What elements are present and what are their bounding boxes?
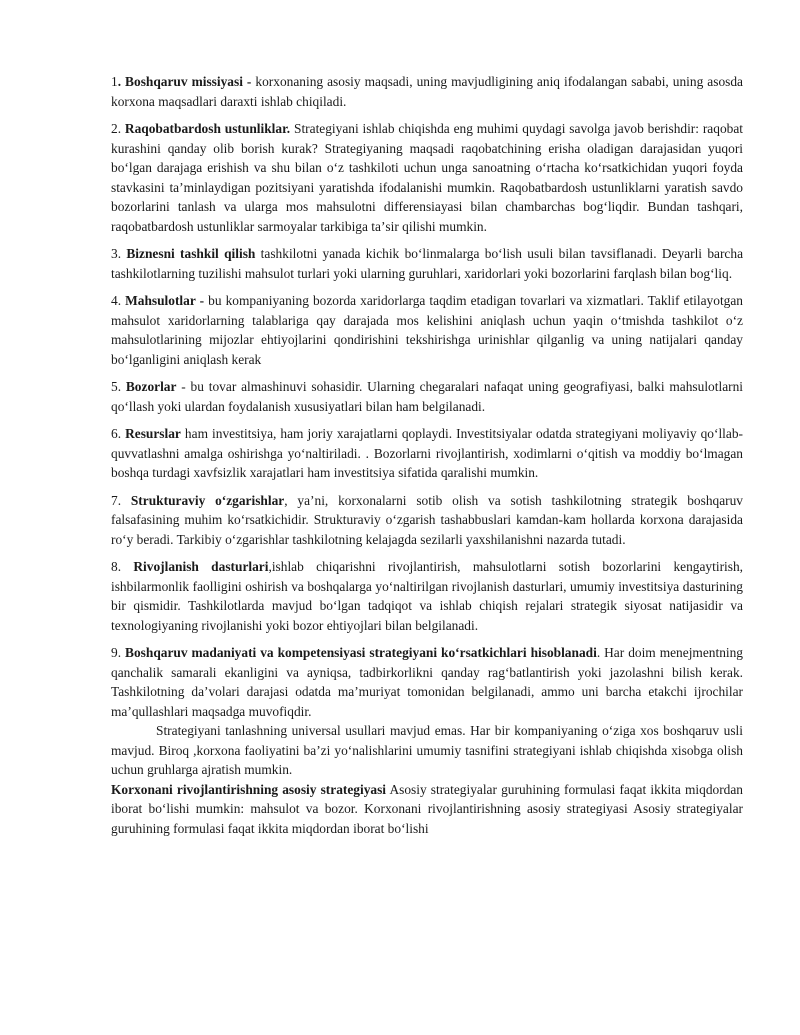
paragraph-text: , yaʼni, korxonalarni sotib olish va sotish tashkilotning strategik boshqaruv falsafasining muhim koʻrsatkichidir. Strukturaviy oʻzgarish tashabbuslari kamdan-kam hollarda korxona darajasida roʻy beradi. Tarkibiy oʻzgarishlar tashkilotning kelajagda sezilarli yaxshilanishni nazarda tutadi. (111, 492, 743, 547)
paragraph-number: 9. (111, 645, 126, 660)
indented-paragraph: Strategiyani tanlashning universal usullari mavjud emas. Har bir kompaniyaning oʻziga xos boshqaruv usli mavjud. Biroq ,korxona faoliyatini baʼzi yoʻnalishlarini umumiy tasnifini strategiyani ishlab chiqishda xisobga olish uchun gruhlarga ajratish mumkin. (111, 723, 743, 777)
paragraph-4 (111, 291, 743, 369)
paragraph-number: 4. (111, 293, 126, 308)
paragraph-7 (111, 491, 743, 550)
paragraph-text: - bu tovar almashinuvi sohasidir. Ularning chegaralari nafaqat uning geografiyasi, balki mahsulotlarni qoʻllash yoki ulardan foydalanish xususiyatlari bilan ham belgilanadi. (111, 379, 744, 414)
paragraph-number: 2. (111, 121, 125, 136)
paragraph-5 (111, 377, 743, 416)
paragraph-9 (111, 643, 743, 721)
paragraph-6 (111, 424, 743, 483)
paragraph-heading: Rivojlanish dasturlari (133, 559, 269, 574)
paragraph-8 (111, 557, 743, 635)
paragraph-number: 3. (111, 246, 127, 261)
closing-text: Asosiy strategiyalar guruhining formulasi faqat ikkita miqdordan iborat boʻlishi mumkin: mahsulot va bozor. Korxonani rivojlantirishning asosiy strategiyasi Asosiy strategiyalar guruhining formulasi faqat ikkita miqdordan iborat boʻlishi (111, 781, 744, 836)
paragraph-3 (111, 244, 743, 283)
paragraph-number: 8. (111, 559, 134, 574)
paragraph-text: Strategiyani ishlab chiqishda eng muhimi quydagi savolga javob berishdir: raqobat kurashini qanday olib borish kurak? Strategiyaning maqsadi raqobatchining erisha oladigan darajasidan yuqori boʻlgan darajaga erishish va shu bilan oʻz tashkiloti uchun unga sanoatning oʻrtacha koʻrsatkichidan yuqori foyda stavkasini taʼminlaydigan pozitsiyani yaratishda ifodalanishi mumkin. Raqobatbardosh ustunliklarni yaratish savdo bozorlarini tanlash va ularga mos mahsulotni differensiayasi bilan chambarchas bogʻliqdir. Bundan tashqari, raqobatbardosh ustunliklar sarmoyalar tarkibiga taʼsir qilishi mumkin. (111, 121, 743, 234)
paragraph-number: 6. (111, 426, 126, 441)
paragraph-text: . Har doim menejmentning qanchalik samarali ekanligini va ayniqsa, tadbirkorlikni qanday ragʻbatlantirish yoki jazolashni bilish kerak. Tashkilotning daʼvolari darajasi odatda maʼmuriyat tomonidan belgilanadi, ammo uni barcha etakchi ijrochilar maʼqullashlari maqsadga muvofiqdir. (111, 645, 743, 719)
paragraph-heading: Mahsulotlar - (125, 293, 205, 308)
paragraph-heading: Boshqaruv madaniyati va kompetensiyasi strategiyani koʻrsatkichlari hisoblanadi (125, 645, 597, 660)
document-page (111, 72, 743, 838)
paragraph-number: 1 (111, 74, 118, 89)
paragraph-2 (111, 119, 743, 236)
paragraph-text: ham investitsiya, ham joriy xarajatlarni qoplaydi. Investitsiyalar odatda strategiyani moliyaviy qoʻllab-quvvatlashni amalga oshirishga yoʻnaltiriladi. . Bozorlarni rivojlantirish, xodimlarni oʻqitish va moddiy boʻlmagan boshqa turdagi xavfsizlik xarajatlari ham investitsiya sifatida qaralishi mumkin. (111, 426, 744, 480)
paragraph-heading: Strukturaviy oʻzgarishlar (130, 492, 285, 508)
paragraph-heading: . Boshqaruv missiyasi - (117, 74, 252, 89)
paragraph-heading: Resurslar (125, 426, 181, 441)
paragraph-number: 7. (111, 492, 131, 508)
closing-heading: Korxonani rivojlantirishning asosiy strategiyasi (111, 781, 387, 797)
paragraph-1 (111, 72, 743, 111)
closing-paragraph (111, 780, 743, 839)
paragraph-heading: Bozorlar (125, 379, 177, 394)
paragraph-text: tashkilotni yanada kichik boʻlinmalarga boʻlish usuli bilan tavsiflanadi. Deyarli barcha tashkilotlarning tuzilishi mahsulot turlari yoki ularning guruhlari, xaridorlari yoki bozorlarini farqlash bilan bogʻliq. (111, 246, 744, 281)
paragraph-heading: Biznesni tashkil qilish (126, 246, 256, 261)
paragraph-heading: Raqobatbardosh ustunliklar. (124, 121, 291, 136)
paragraph-text: korxonaning asosiy maqsadi, uning mavjudligining aniq ifodalangan sababi, uning asosda korxona maqsadlari daraxti ishlab chiqiladi. (111, 74, 744, 109)
paragraph-text: bu kompaniyaning bozorda xaridorlarga taqdim etadigan tovarlari va xizmatlari. Taklif etilayotgan mahsulot xaridorlarning talablariga qay darajada mos kelishini aniqlash uchun yaqin oʻtmishda tashkilot oʻz mahsulotlarining mijozlar ehtiyojlarini qondirishini tekshirishga urinishlar qilganlig va uning natijalari qanday boʻlganligini aniqlash kerak (111, 293, 743, 367)
paragraph-text: ,ishlab chiqarishni rivojlantirish, mahsulotlarni sotish bozorlarini kengaytirish, ishbilarmonlik faolligini oshirish va boshqalarga yoʻnaltirilgan rivojlanish dasturlari, umumiy investitsiya dasturining bir qismidir. Tashkilotlarda mavjud boʻlgan tadqiqot va ishlab chiqish rejalari strategik siyosat natijasidir va texnologiyaning rivojlanishi yoki bozor ehtiyojlari bilan belgilanadi. (111, 559, 744, 633)
paragraph-number: 5. (111, 379, 126, 394)
